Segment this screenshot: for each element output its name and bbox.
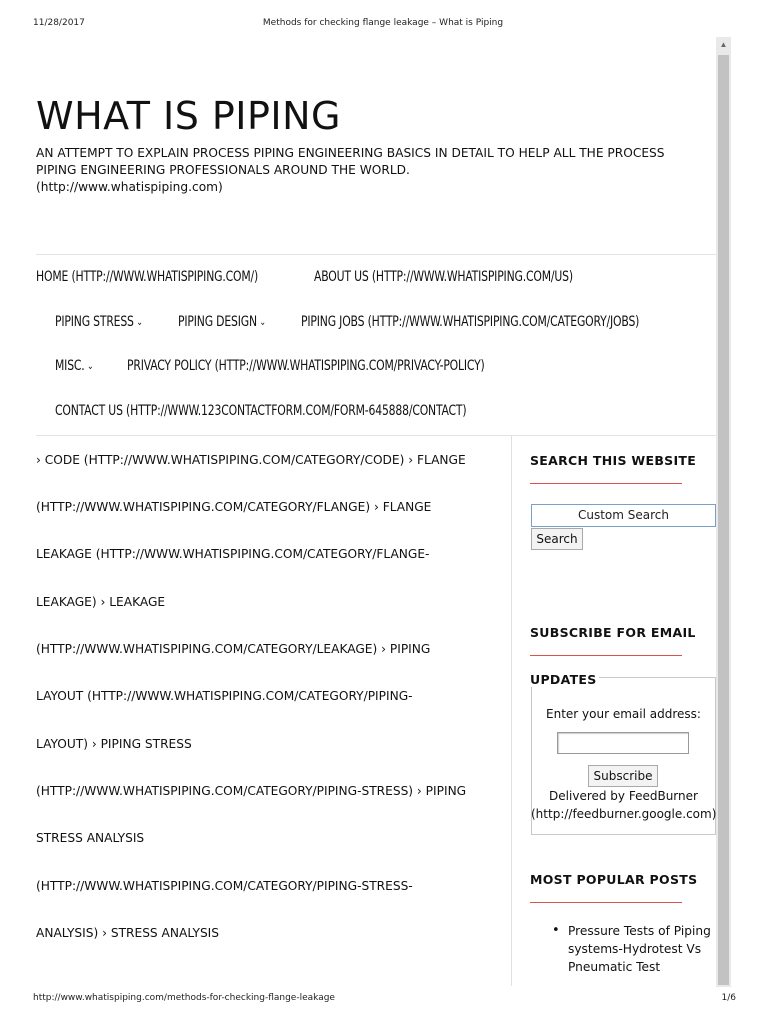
breadcrumb-line[interactable]: (HTTP://WWW.WHATISPIPING.COM/CATEGORY/FLANGE) › FLANGE [36,500,432,514]
nav-about-label: ABOUT US (HTTP://WWW.WHATISPIPING.COM/US) [314,269,573,285]
breadcrumb-line[interactable]: LEAKAGE (HTTP://WWW.WHATISPIPING.COM/CATEGORY/FLANGE- [36,547,430,561]
feedburner-url[interactable]: (http://feedburner.google.com) [531,807,717,821]
chevron-down-icon: ⌄ [87,361,94,372]
breadcrumb-line[interactable]: STRESS ANALYSIS [36,831,145,845]
nav-misc[interactable] [55,358,93,374]
breadcrumb-line[interactable]: (HTTP://WWW.WHATISPIPING.COM/CATEGORY/PIPING-STRESS- [36,879,413,893]
search-input[interactable]: Custom Search [531,504,716,527]
email-field[interactable] [557,732,689,754]
chevron-down-icon: ⌄ [136,317,143,328]
search-widget-underline [530,483,682,484]
scroll-thumb[interactable] [718,55,729,985]
breadcrumb-line[interactable]: (HTTP://WWW.WHATISPIPING.COM/CATEGORY/PIPING-STRESS) › PIPING [36,784,467,798]
site-title[interactable]: WHAT IS PIPING [36,94,342,138]
scroll-up-arrow-icon[interactable]: ▲ [719,40,728,49]
popular-posts-title: MOST POPULAR POSTS [530,872,698,887]
breadcrumb-line[interactable]: › CODE (HTTP://WWW.WHATISPIPING.COM/CATEGORY/CODE) › FLANGE [36,453,466,467]
nav-contact-label: CONTACT US (HTTP://WWW.123CONTACTFORM.COM/FORM-645888/CONTACT) [55,403,467,419]
print-page-number: 1/6 [721,993,736,1003]
nav-privacy-policy[interactable] [127,358,485,374]
subscribe-widget-title-cont: UPDATES [530,672,597,687]
print-url: http://www.whatispiping.com/methods-for-checking-flange-leakage [33,993,335,1003]
nav-piping-design[interactable] [178,314,266,330]
breadcrumb-line[interactable]: (HTTP://WWW.WHATISPIPING.COM/CATEGORY/LEAKAGE) › PIPING [36,642,431,656]
subscribe-widget-title: SUBSCRIBE FOR EMAIL [530,625,696,640]
vertical-scrollbar[interactable] [716,37,731,987]
nav-piping-design-label: PIPING DESIGN [178,314,257,330]
print-date: 11/28/2017 [33,18,85,28]
popular-posts-underline [530,902,682,903]
nav-privacy-label: PRIVACY POLICY (HTTP://WWW.WHATISPIPING.COM/PRIVACY-POLICY) [127,358,485,374]
nav-piping-stress[interactable] [55,314,143,330]
nav-misc-label: MISC. [55,358,85,374]
chevron-down-icon: ⌄ [259,317,266,328]
breadcrumb-line[interactable]: LEAKAGE) › LEAKAGE [36,595,166,609]
subscribe-button[interactable]: Subscribe [588,765,658,787]
nav-top-divider [36,254,716,255]
email-prompt: Enter your email address: [546,707,701,721]
search-widget-title: SEARCH THIS WEBSITE [530,453,697,468]
nav-piping-jobs-label: PIPING JOBS (HTTP://WWW.WHATISPIPING.COM/CATEGORY/JOBS) [301,314,640,330]
site-url-link[interactable]: (http://www.whatispiping.com) [36,180,223,194]
sidebar-divider [511,436,512,986]
site-description: AN ATTEMPT TO EXPLAIN PROCESS PIPING ENGINEERING BASICS IN DETAIL TO HELP ALL THE PROCESS PIPING ENGINEERING PROFESSIONALS AROUND THE WORLD. [36,146,665,177]
nav-about[interactable] [314,269,573,285]
nav-bottom-divider [36,435,716,436]
breadcrumb-line[interactable]: LAYOUT) › PIPING STRESS [36,737,192,751]
print-page-title: Methods for checking flange leakage – What is Piping [262,18,504,28]
breadcrumb-line[interactable]: LAYOUT (HTTP://WWW.WHATISPIPING.COM/CATEGORY/PIPING- [36,689,413,703]
nav-piping-stress-label: PIPING STRESS [55,314,134,330]
feedburner-credit[interactable]: Delivered by FeedBurner [549,789,698,803]
nav-home[interactable] [36,269,258,285]
popular-posts-list [552,922,712,976]
subscribe-widget-underline [530,655,682,656]
nav-piping-jobs[interactable] [301,314,639,330]
nav-contact[interactable] [55,403,466,419]
breadcrumb-line[interactable]: ANALYSIS) › STRESS ANALYSIS [36,926,220,940]
search-button[interactable]: Search [531,528,583,550]
nav-home-label: HOME (HTTP://WWW.WHATISPIPING.COM/) [36,269,259,285]
list-item[interactable]: • Pressure Tests of Piping systems-Hydrotest Vs Pneumatic Test [552,922,712,976]
